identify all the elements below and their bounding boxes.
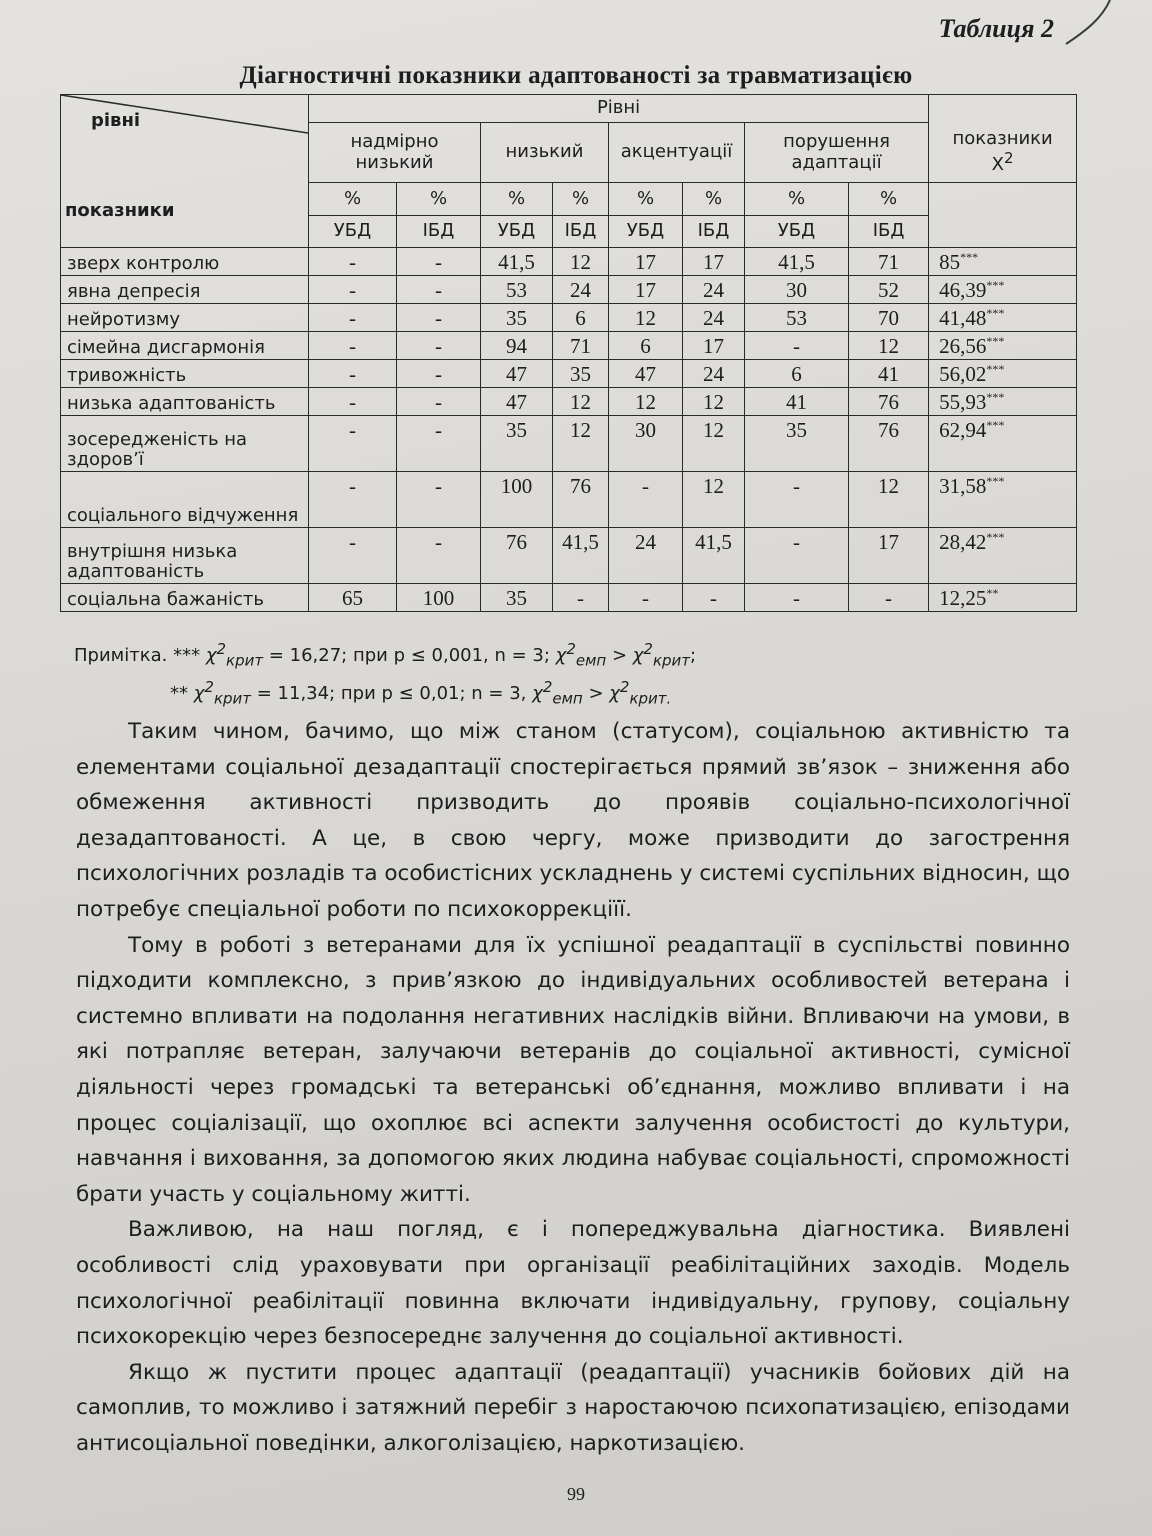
table-cell: - [397, 248, 481, 276]
row-label: внутрішня низька адаптованість [61, 528, 309, 584]
table-row [61, 388, 1077, 416]
pct-mark: % [745, 183, 849, 216]
table-cell: - [309, 360, 397, 388]
table-cell: 35 [481, 584, 553, 612]
header-group-0: надмірно низький [309, 123, 481, 183]
table-cell: - [745, 584, 849, 612]
table-cell: 17 [609, 248, 683, 276]
paragraph: Таким чином, бачимо, що між станом (статусом), соціальною активністю та елементами соціальної дезадаптації спостерігається прямий зв’язок – зниження або обмеження активності призводить до проявів соціально-психологічної дезадаптованості. А це, в свою чергу, може призводити до загострення психологічних розладів та особистісних ускладнень у системі суспільних відносин, що потребує спеціальної роботи по психокоррекціїї. [76, 719, 1070, 922]
corner-label-levels: рівні [91, 110, 141, 131]
table-cell: - [397, 416, 481, 472]
chi-value [929, 332, 1077, 360]
chi-number: 62,94 [939, 418, 987, 442]
table-cell: 12 [553, 416, 609, 472]
table-cell: - [609, 472, 683, 528]
table-cell: 35 [481, 416, 553, 472]
chi-number: 56,02 [939, 362, 987, 386]
table-cell: - [397, 304, 481, 332]
chi-number: 55,93 [939, 390, 987, 414]
table-note-2: ** $\chi^2_{крит} = 11,34$; при p ≤ 0,01; n = 3, $\chi^2_{емп} > \chi^2_{крит.}$ [170, 678, 672, 708]
pct-mark: % [553, 183, 609, 216]
chi-number: 41,48 [939, 306, 987, 330]
table-cell: 76 [849, 416, 929, 472]
subheader-ibd: ІБД [397, 216, 481, 248]
table-cell: - [309, 472, 397, 528]
paragraph: Важливою, на наш погляд, є і попереджувальна діагностика. Виявлені особливості слід ураховувати при організації реабілітаційних заходів. Модель психологічної реабілітації повинна включати індивідуальну, групову, соціальну психокорекцію через безпосереднє залучення до соціальної активності. [76, 1217, 1070, 1350]
table-row [61, 584, 1077, 612]
chi-number: 31,58 [939, 474, 987, 498]
table-cell: - [309, 276, 397, 304]
table-cell: - [745, 528, 849, 584]
chi-value [929, 304, 1077, 332]
row-label: явна депресія [61, 276, 309, 304]
table-cell: 41,5 [481, 248, 553, 276]
table-cell: 41 [849, 360, 929, 388]
significance-stars: *** [986, 334, 1005, 348]
pct-mark: % [481, 183, 553, 216]
table-cell: 100 [397, 584, 481, 612]
table-cell: 12 [683, 388, 745, 416]
table-cell: 76 [849, 388, 929, 416]
corner-header [61, 95, 309, 248]
table-cell: 12 [609, 388, 683, 416]
table-cell: 17 [683, 248, 745, 276]
significance-stars: *** [986, 306, 1005, 320]
table-cell: 53 [745, 304, 849, 332]
table-row [61, 332, 1077, 360]
chi-value [929, 528, 1077, 584]
row-label: соціального відчуження [61, 472, 309, 528]
table-body [61, 248, 1077, 612]
significance-stars: *** [986, 474, 1005, 488]
table-cell: 12 [849, 332, 929, 360]
table-cell: 24 [683, 304, 745, 332]
subheader-ubd: УБД [745, 216, 849, 248]
table-cell: 24 [683, 276, 745, 304]
table-cell: 41 [745, 388, 849, 416]
table-row [61, 276, 1077, 304]
table-cell: - [745, 332, 849, 360]
table-cell: 6 [745, 360, 849, 388]
significance-stars: *** [986, 418, 1005, 432]
chi-symbol: $X^2$ [991, 148, 1014, 175]
chi-value [929, 584, 1077, 612]
table-cell: 71 [553, 332, 609, 360]
subheader-ubd: УБД [481, 216, 553, 248]
table-cell: 70 [849, 304, 929, 332]
header-group-1: низький [481, 123, 609, 183]
table-cell: 12 [683, 416, 745, 472]
table-cell: 12 [849, 472, 929, 528]
significance-stars: *** [986, 390, 1005, 404]
pct-mark: % [309, 183, 397, 216]
table-cell: 65 [309, 584, 397, 612]
table-row [61, 528, 1077, 584]
table-cell: 6 [553, 304, 609, 332]
table-cell: 6 [609, 332, 683, 360]
table-row [61, 360, 1077, 388]
table-cell: 24 [553, 276, 609, 304]
pct-mark: % [609, 183, 683, 216]
table-note-1: Примітка. *** $\chi^2_{крит} = 16,27$; при p ≤ 0,001, n = 3; $\chi^2_{емп} > \chi^2_{крит}$; [74, 640, 697, 670]
table-cell: 41,5 [553, 528, 609, 584]
pct-mark: % [849, 183, 929, 216]
table-cell: 52 [849, 276, 929, 304]
table-cell: 12 [553, 388, 609, 416]
chi-value [929, 276, 1077, 304]
chi-value [929, 360, 1077, 388]
significance-stars: *** [960, 250, 979, 264]
table-cell: - [397, 276, 481, 304]
row-label: зверх контролю [61, 248, 309, 276]
header-group-3: порушення адаптації [745, 123, 929, 183]
table-cell: 12 [553, 248, 609, 276]
header-levels: Рівні [309, 95, 929, 123]
diagnostics-table [60, 94, 1077, 612]
table-row [61, 472, 1077, 528]
chi-number: 26,56 [939, 334, 987, 358]
chi-number: 85 [939, 250, 961, 274]
table-row [61, 304, 1077, 332]
table-cell: 100 [481, 472, 553, 528]
table-cell: 35 [745, 416, 849, 472]
table-cell: 41,5 [745, 248, 849, 276]
body-text [76, 714, 1070, 1461]
significance-stars: *** [986, 530, 1005, 544]
subheader-ibd: ІБД [849, 216, 929, 248]
table-cell: - [397, 528, 481, 584]
significance-stars: *** [986, 362, 1005, 376]
row-label: нейротизму [61, 304, 309, 332]
chi-value [929, 472, 1077, 528]
table-cell: 41,5 [683, 528, 745, 584]
table-row [61, 248, 1077, 276]
subheader-ubd: УБД [309, 216, 397, 248]
pct-mark: % [397, 183, 481, 216]
subheader-ubd: УБД [609, 216, 683, 248]
table-title: Діагностичні показники адаптованості за травматизацією [239, 62, 913, 89]
table-cell: 71 [849, 248, 929, 276]
paragraph: Тому в роботі з ветеранами для їх успішної реадаптації в суспільстві повинно підходити комплексно, з прив’язкою до індивідуальних особливостей ветерана і системно впливати на подолання негативних наслідків війни. Впливаючи на умови, в які потрапляє ветеран, залучаючи ветеранів до соціальної активності, сумісної діяльності через громадські та ветеранські об’єднання, можливо впливати і на процес соціалізації, що охоплює всі аспекти залучення особистості до культури, навчання і виховання, за допомогою яких людина набуває соціальності, спроможності брати участь у соціальному житті. [76, 932, 1070, 1207]
table-cell: - [849, 584, 929, 612]
table-cell: - [397, 388, 481, 416]
subheader-ibd: ІБД [683, 216, 745, 248]
table-row [61, 416, 1077, 472]
table-cell: 24 [683, 360, 745, 388]
table-cell: 35 [481, 304, 553, 332]
row-label: соціальна бажаність [61, 584, 309, 612]
chi-number: 28,42 [939, 530, 987, 554]
chi-value [929, 388, 1077, 416]
table-cell: - [309, 528, 397, 584]
table-cell: 17 [849, 528, 929, 584]
table-cell: - [745, 472, 849, 528]
table-cell: - [397, 360, 481, 388]
table-cell: 76 [553, 472, 609, 528]
table-cell: - [553, 584, 609, 612]
table-cell: 76 [481, 528, 553, 584]
paragraph: Якщо ж пустити процес адаптації (реадаптації) учасників бойових дій на самоплив, то можливо і затяжний перебіг з наростаючою психопатизацією, епізодами антисоціальної поведінки, алкоголізацією, наркотизацією. [76, 1359, 1070, 1456]
table-cell: 30 [609, 416, 683, 472]
page-number: 99 [567, 1484, 585, 1504]
chi-value [929, 416, 1077, 472]
pct-mark: % [683, 183, 745, 216]
chi-number: 12,25 [939, 586, 987, 610]
table-cell: - [683, 584, 745, 612]
table-cell: 47 [481, 388, 553, 416]
table-cell: 12 [683, 472, 745, 528]
table-cell: 47 [481, 360, 553, 388]
corner-label-indicators: показники [65, 200, 175, 221]
row-label: низька адаптованість [61, 388, 309, 416]
row-label: сімейна дисгармонія [61, 332, 309, 360]
table-cell: 17 [609, 276, 683, 304]
table-cell: 94 [481, 332, 553, 360]
chi-number: 46,39 [939, 278, 987, 302]
row-label: тривожність [61, 360, 309, 388]
table-cell: - [309, 416, 397, 472]
significance-stars: *** [986, 278, 1005, 292]
table-cell: 17 [683, 332, 745, 360]
table-cell: 53 [481, 276, 553, 304]
table-cell: - [309, 304, 397, 332]
table-cell: 35 [553, 360, 609, 388]
table-cell: 24 [609, 528, 683, 584]
table-cell: - [309, 332, 397, 360]
table-cell: - [397, 472, 481, 528]
significance-stars: ** [986, 586, 999, 600]
table-cell: - [309, 388, 397, 416]
table-cell: 47 [609, 360, 683, 388]
table-cell: 30 [745, 276, 849, 304]
table-cell: - [609, 584, 683, 612]
header-chi: показники $X^2$ [929, 123, 1077, 183]
table-cell: - [309, 248, 397, 276]
table-cell: 12 [609, 304, 683, 332]
table-number: Таблиця 2 [938, 14, 1054, 43]
header-group-2: акцентуації [609, 123, 745, 183]
table-cell: - [397, 332, 481, 360]
subheader-ibd: ІБД [553, 216, 609, 248]
chi-value [929, 248, 1077, 276]
row-label: зосередженість на здоров’ї [61, 416, 309, 472]
